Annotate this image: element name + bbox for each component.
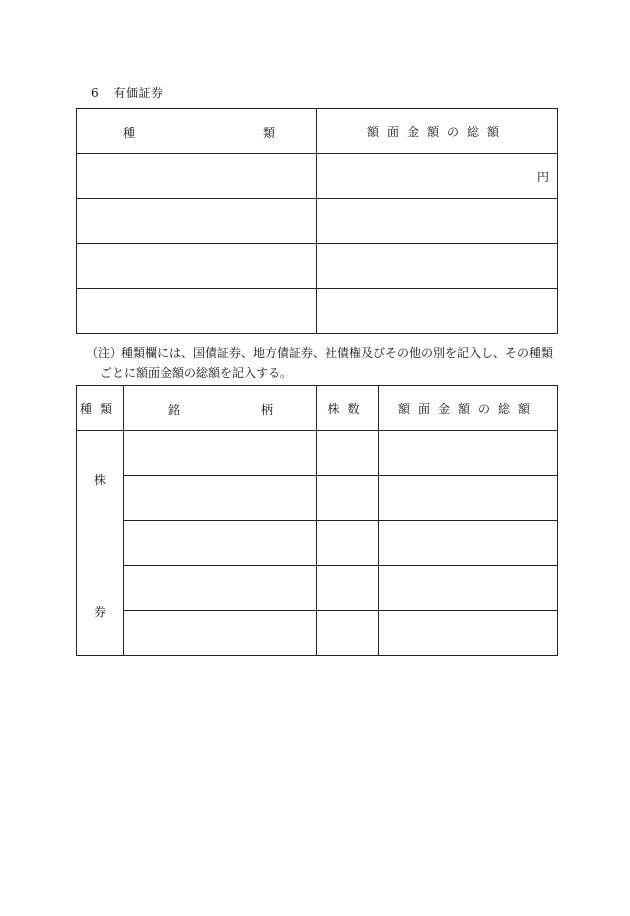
stock-kind-cell <box>77 431 124 656</box>
brand-header <box>124 386 317 431</box>
note-mark: （注） <box>86 346 123 360</box>
note-line2: ごとに額面金額の総額を記入する。 <box>100 366 293 380</box>
shares-cell[interactable] <box>317 476 379 521</box>
table-row <box>77 521 558 566</box>
kind-header <box>77 109 317 154</box>
section-title <box>91 84 163 101</box>
brand-cell[interactable] <box>124 431 317 476</box>
total-cell[interactable] <box>379 521 558 566</box>
total-header: 額面金額の総額 <box>379 386 558 431</box>
total-cell[interactable] <box>379 566 558 611</box>
table-row <box>77 244 558 289</box>
brand-cell[interactable] <box>124 521 317 566</box>
table-row <box>77 199 558 244</box>
note <box>86 343 566 383</box>
total-header <box>317 109 558 154</box>
stocks-table <box>76 385 558 656</box>
kind-cell[interactable] <box>77 244 317 289</box>
brand-header-char1: 銘 <box>168 403 181 417</box>
kind-header-char1: 種 <box>123 126 136 140</box>
kind-cell[interactable] <box>77 289 317 334</box>
total-cell[interactable] <box>379 431 558 476</box>
total-header-label: 額面金額の総額 <box>366 124 507 139</box>
brand-header-char2: 柄 <box>261 403 274 417</box>
section-number: 6 <box>91 86 100 100</box>
total-cell[interactable] <box>317 289 558 334</box>
stock-label-2: 券 <box>94 605 107 619</box>
total-cell[interactable] <box>379 476 558 521</box>
table-row <box>77 289 558 334</box>
kind-cell[interactable] <box>77 154 317 199</box>
shares-header: 株数 <box>317 386 379 431</box>
total-cell[interactable] <box>317 154 558 199</box>
table-header-row <box>77 386 558 431</box>
yen-unit: 円 <box>536 170 549 184</box>
table-header-row <box>77 109 558 154</box>
brand-cell[interactable] <box>124 611 317 656</box>
shares-cell[interactable] <box>317 521 379 566</box>
brand-cell[interactable] <box>124 566 317 611</box>
total-cell[interactable] <box>317 199 558 244</box>
total-cell[interactable] <box>379 611 558 656</box>
table-row <box>77 154 558 199</box>
securities-table <box>76 108 558 334</box>
note-line1: 種類欄には、国債証券、地方債証券、社債権及びその他の別を記入し、その種類 <box>121 346 554 360</box>
table-row <box>77 566 558 611</box>
table-row <box>77 611 558 656</box>
total-cell[interactable] <box>317 244 558 289</box>
brand-cell[interactable] <box>124 476 317 521</box>
section-heading: 有価証券 <box>113 86 164 100</box>
kind-header: 種類 <box>77 386 124 431</box>
shares-cell[interactable] <box>317 566 379 611</box>
shares-cell[interactable] <box>317 431 379 476</box>
stock-label-1: 株 <box>94 473 107 487</box>
kind-header-char2: 類 <box>263 126 276 140</box>
kind-cell[interactable] <box>77 199 317 244</box>
table-row <box>77 476 558 521</box>
shares-cell[interactable] <box>317 611 379 656</box>
table-row <box>77 431 558 476</box>
